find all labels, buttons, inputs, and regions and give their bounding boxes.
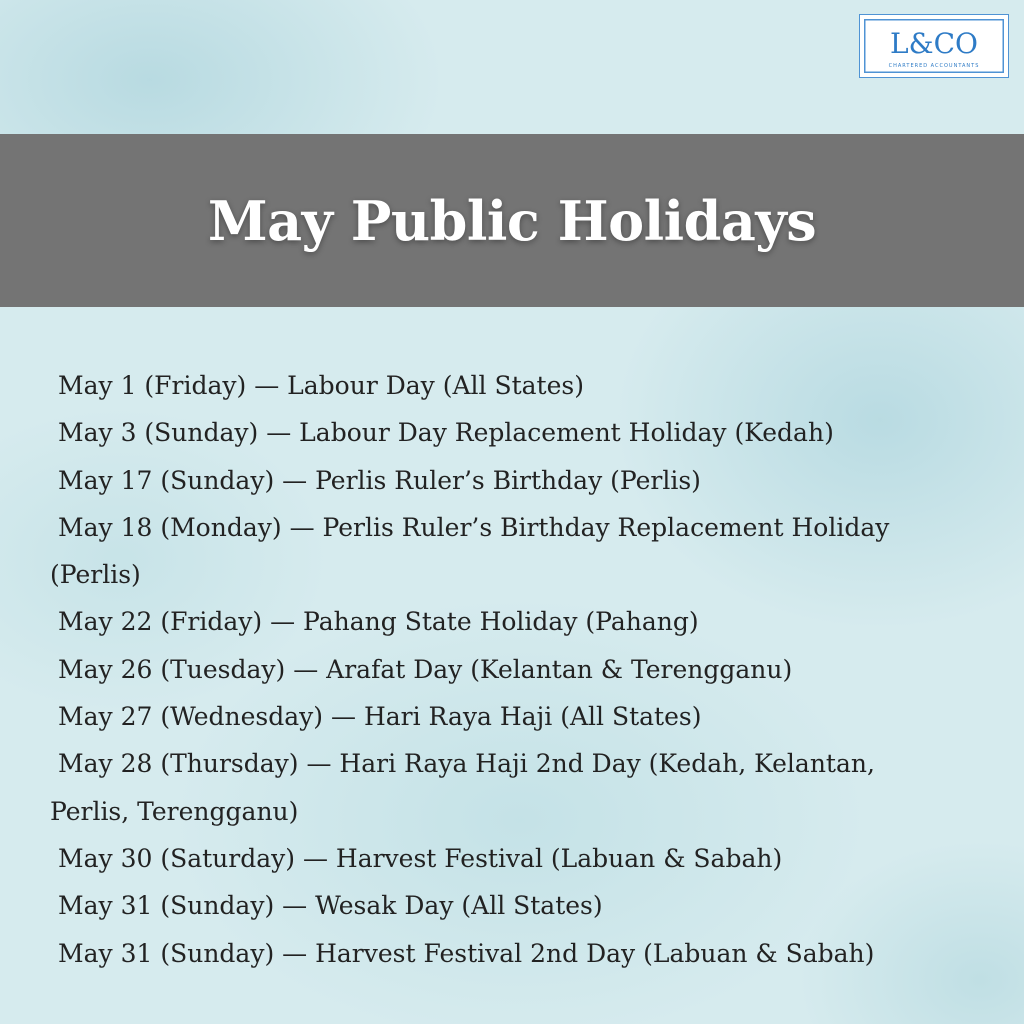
holiday-line	[50, 646, 980, 693]
holiday-line-text: May 3 (Sunday) — Labour Day Replacement Holiday (Kedah)	[58, 418, 834, 448]
logo-tagline: CHARTERED ACCOUNTANTS	[888, 63, 980, 69]
holiday-line-continuation	[50, 551, 980, 598]
holiday-line	[50, 598, 980, 645]
holiday-line-text: May 26 (Tuesday) — Arafat Day (Kelantan & Terengganu)	[58, 654, 793, 684]
holiday-line	[50, 740, 980, 787]
holiday-line-text: May 18 (Monday) — Perlis Ruler’s Birthday Replacement Holiday	[58, 512, 890, 542]
holiday-line	[50, 882, 980, 929]
holiday-line	[50, 409, 980, 456]
holiday-line-text: May 28 (Thursday) — Hari Raya Haji 2nd Day (Kedah, Kelantan,	[58, 749, 875, 779]
holiday-line	[50, 504, 980, 551]
title-banner	[0, 134, 1024, 307]
holiday-line-continuation	[50, 788, 980, 835]
holiday-line-text: May 27 (Wednesday) — Hari Raya Haji (All States)	[58, 702, 702, 732]
holiday-line-text: May 22 (Friday) — Pahang State Holiday (Pahang)	[58, 607, 699, 637]
holiday-line-text: May 1 (Friday) — Labour Day (All States)	[58, 371, 584, 400]
holiday-line	[50, 930, 980, 977]
holiday-line-text: May 31 (Sunday) — Wesak Day (All States)	[58, 891, 603, 921]
holiday-line-text: May 30 (Saturday) — Harvest Festival (Labuan & Sabah)	[58, 843, 783, 873]
holiday-line	[50, 457, 980, 504]
holiday-list	[50, 362, 980, 977]
holiday-line	[50, 693, 980, 740]
page-title: May Public Holidays	[207, 188, 817, 253]
holiday-line	[50, 362, 980, 409]
company-logo	[859, 14, 1009, 78]
holiday-line-text: May 17 (Sunday) — Perlis Ruler’s Birthday (Perlis)	[58, 465, 701, 495]
holiday-line-text: (Perlis)	[50, 560, 141, 590]
logo-wordmark: L&CO	[890, 27, 978, 60]
holiday-line-text: May 31 (Sunday) — Harvest Festival 2nd Day (Labuan & Sabah)	[58, 938, 875, 968]
holiday-line-text: Perlis, Terengganu)	[50, 796, 299, 826]
holiday-line	[50, 835, 980, 882]
